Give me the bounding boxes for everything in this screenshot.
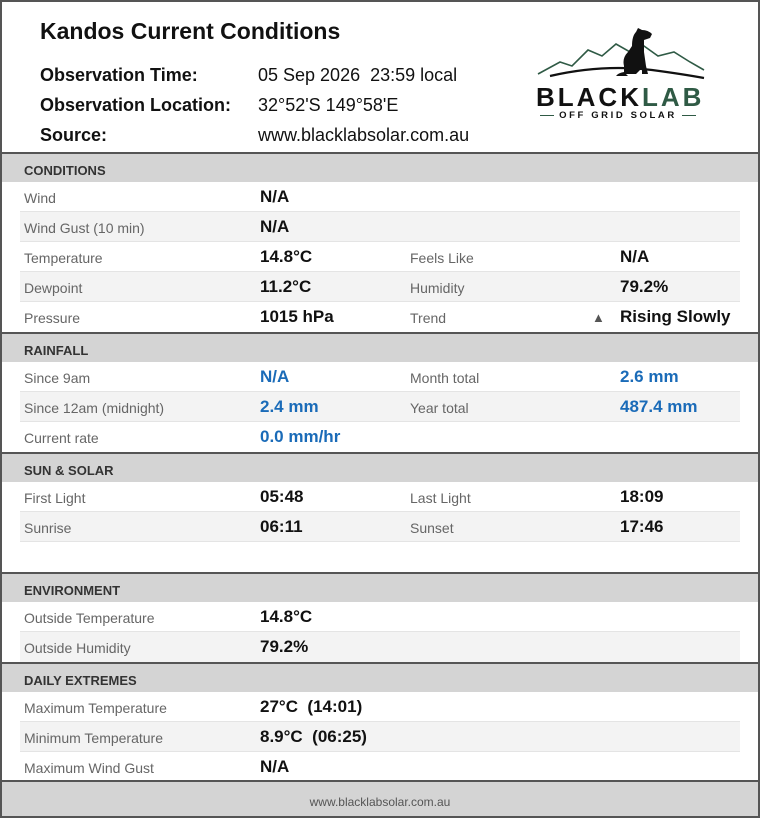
max-temperature-value: 27°C (14:01) [260,697,363,716]
sunrise-label: Sunrise [24,520,72,536]
wind-value: N/A [260,187,290,206]
observation-location-label: Observation Location: [40,95,232,115]
source-label: Source: [40,125,108,145]
observation-time-value: 05 Sep 2026 23:59 local [258,65,458,85]
dewpoint-row [20,272,740,302]
since-midnight-value: 2.4 mm [260,397,319,416]
logo-wordmark: BLACKLAB [536,82,705,112]
max-wind-gust-value: N/A [260,757,290,776]
temperature-value: 14.8°C [260,247,313,266]
conditions-section-header: CONDITIONS [2,152,758,182]
trend-up-icon: ▲ [592,310,605,325]
year-total-label: Year total [410,400,469,416]
pressure-value: 1015 hPa [260,307,334,326]
last-light-label: Last Light [410,490,471,506]
min-temperature-value: 8.9°C (06:25) [260,727,367,746]
month-total-value: 2.6 mm [620,367,679,386]
dewpoint-label: Dewpoint [24,280,83,296]
header [2,2,758,152]
since-midnight-row [20,392,740,422]
footer-link[interactable]: www.blacklabsolar.com.au [309,795,451,809]
outside-temperature-value: 14.8°C [260,607,313,626]
since-9am-label: Since 9am [24,370,91,386]
max-temperature-label: Maximum Temperature [24,700,167,716]
observation-location-value: 32°52'S 149°58'E [258,95,399,115]
source-link[interactable]: www.blacklabsolar.com.au [258,125,470,145]
daily-extremes-section-header: DAILY EXTREMES [2,662,758,692]
blacklab-logo [532,26,712,126]
wind-row [20,182,740,212]
wind-gust-value: N/A [260,217,290,236]
current-rate-row [20,422,740,452]
since-midnight-label: Since 12am (midnight) [24,400,165,416]
feels-like-label: Feels Like [410,250,474,266]
month-total-label: Month total [410,370,480,386]
sunset-label: Sunset [410,520,454,536]
rainfall-section-header: RAINFALL [2,332,758,362]
max-temperature-row [20,692,740,722]
max-wind-gust-label: Maximum Wind Gust [24,760,154,776]
wind-label: Wind [24,190,56,206]
trend-value: Rising Slowly [620,307,731,326]
outside-humidity-row [20,632,740,662]
last-light-value: 18:09 [620,487,664,506]
mountain-dog-icon [532,26,712,86]
year-total-value: 487.4 mm [620,397,698,416]
footer [2,780,758,816]
first-light-label: First Light [24,490,86,506]
trend-label: Trend [410,310,447,326]
pressure-row [20,302,740,332]
sunrise-row [20,512,740,542]
temperature-row [20,242,740,272]
since-9am-value: N/A [260,367,290,386]
first-light-value: 05:48 [260,487,304,506]
observation-time-label: Observation Time: [40,65,198,85]
temperature-label: Temperature [24,250,103,266]
min-temperature-label: Minimum Temperature [24,730,164,746]
current-rate-value: 0.0 mm/hr [260,427,341,446]
empty-row [20,542,740,572]
sunrise-value: 06:11 [260,517,303,536]
max-wind-gust-row [20,752,740,782]
dewpoint-value: 11.2°C [260,277,312,296]
since-9am-row [20,362,740,392]
pressure-label: Pressure [24,310,81,326]
page-title: Kandos Current Conditions [40,18,341,44]
sun-solar-section-header: SUN & SOLAR [2,452,758,482]
outside-humidity-label: Outside Humidity [24,640,131,656]
outside-humidity-value: 79.2% [260,637,309,656]
feels-like-value: N/A [620,247,650,266]
outside-temperature-label: Outside Temperature [24,610,155,626]
logo-tagline: OFF GRID SOLAR [532,110,704,121]
current-rate-label: Current rate [24,430,99,446]
sunset-value: 17:46 [620,517,664,536]
humidity-value: 79.2% [620,277,669,296]
outside-temperature-row [20,602,740,632]
wind-gust-label: Wind Gust (10 min) [24,220,145,236]
environment-section-header: ENVIRONMENT [2,572,758,602]
min-temperature-row [20,722,740,752]
wind-gust-row [20,212,740,242]
humidity-label: Humidity [410,280,465,296]
first-light-row [20,482,740,512]
